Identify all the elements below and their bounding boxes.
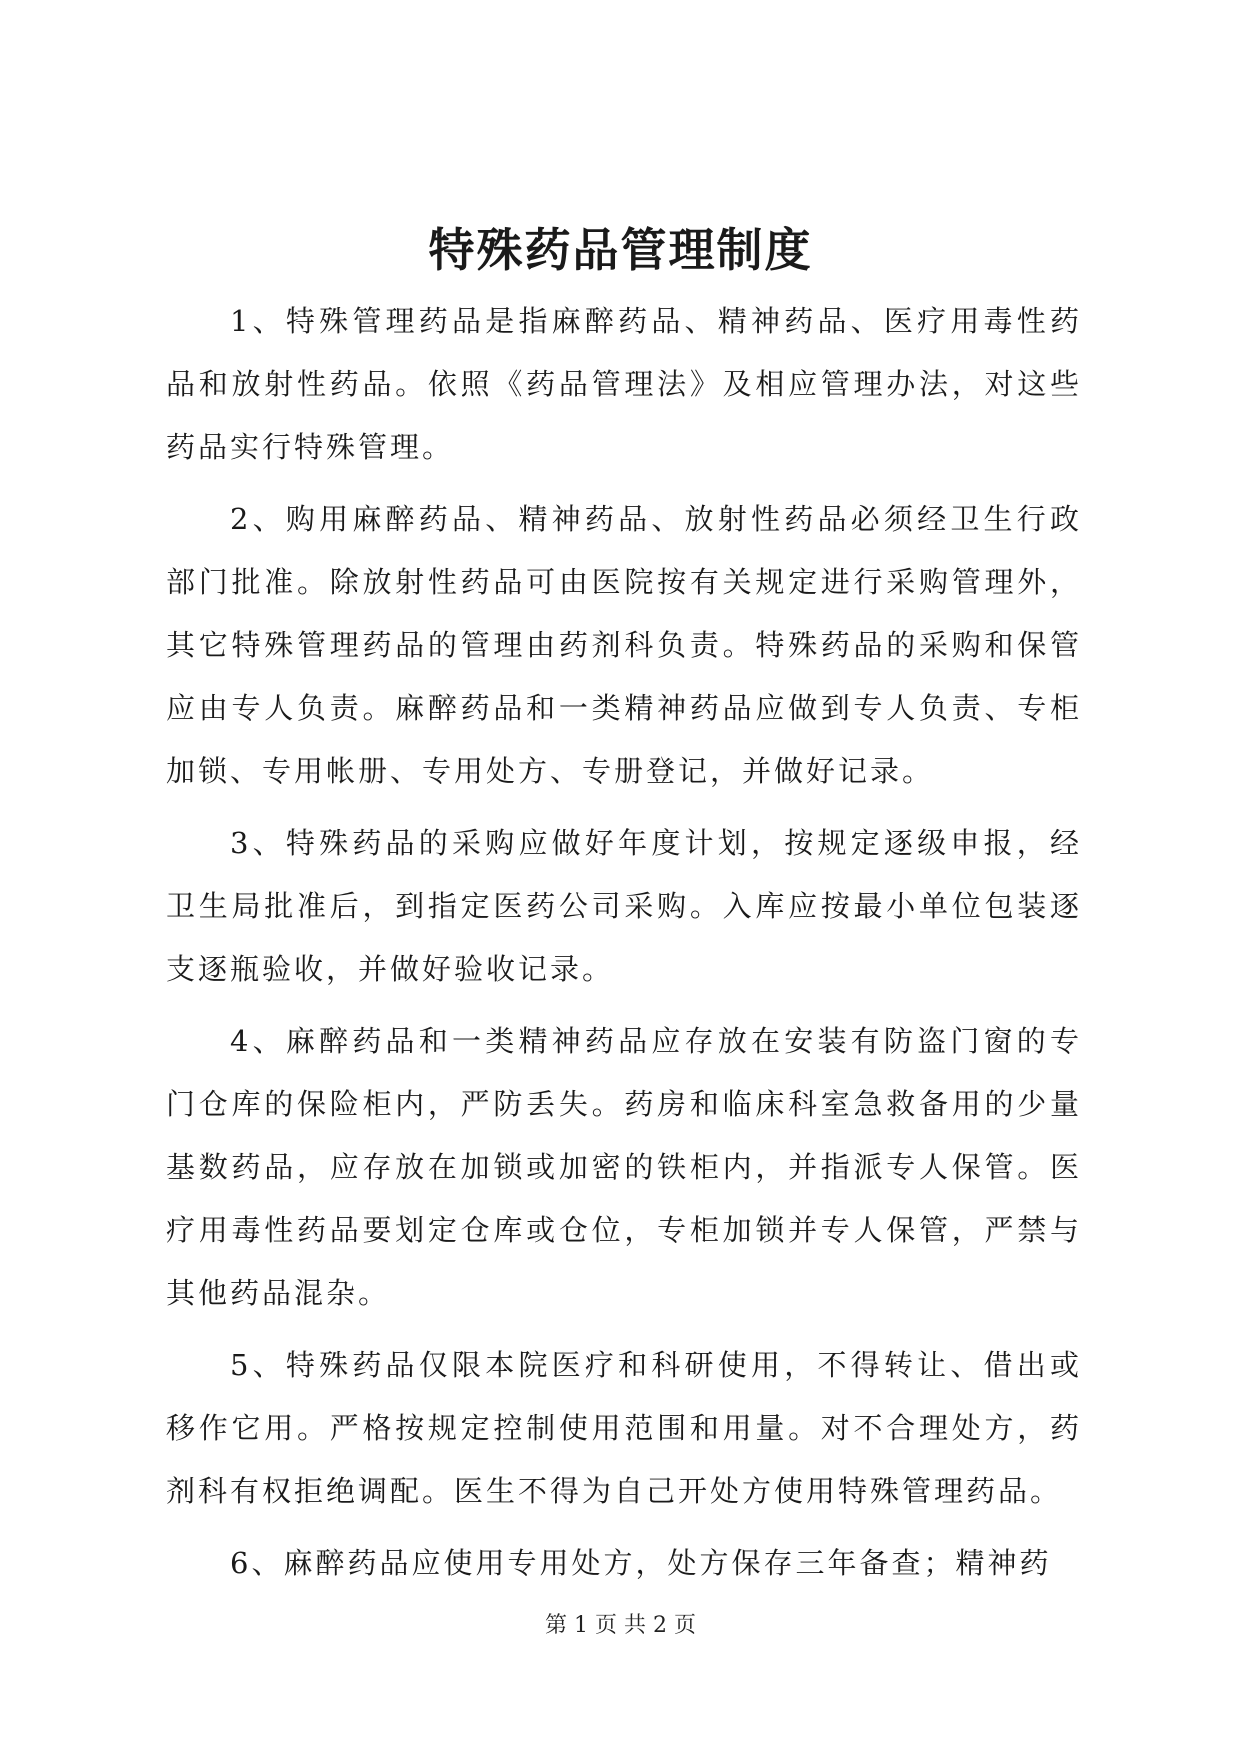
document-body — [166, 290, 1082, 1604]
paragraph-6: 6、麻醉药品应使用专用处方，处方保存三年备查；精神药 — [230, 1546, 1052, 1580]
paragraph-4: 4、麻醉药品和一类精神药品应存放在安装有防盗门窗的专门仓库的保险柜内，严防丢失。药房和临床科室急救备用的少量基数药品，应存放在加锁或加密的铁柜内，并指派专人保管。医疗用毒性药品要划定仓库或仓位，专柜加锁并专人保管，严禁与其他药品混杂。 — [166, 1024, 1082, 1310]
paragraph-1: 1、特殊管理药品是指麻醉药品、精神药品、医疗用毒性药品和放射性药品。依照《药品管理法》及相应管理办法，对这些药品实行特殊管理。 — [166, 304, 1082, 464]
document-title: 特殊药品管理制度 — [428, 223, 813, 277]
paragraph-2: 2、购用麻醉药品、精神药品、放射性药品必须经卫生行政部门批准。除放射性药品可由医院按有关规定进行采购管理外，其它特殊管理药品的管理由药剂科负责。特殊药品的采购和保管应由专人负责。麻醉药品和一类精神药品应做到专人负责、专柜加锁、专用帐册、专用处方、专册登记，并做好记录。 — [166, 502, 1082, 788]
paragraph-3: 3、特殊药品的采购应做好年度计划，按规定逐级申报，经卫生局批准后，到指定医药公司采购。入库应按最小单位包装逐支逐瓶验收，并做好验收记录。 — [166, 826, 1082, 986]
page-footer: 第 1 页 共 2 页 — [545, 1613, 696, 1638]
paragraph-5: 5、特殊药品仅限本院医疗和科研使用，不得转让、借出或移作它用。严格按规定控制使用范围和用量。对不合理处方，药剂科有权拒绝调配。医生不得为自己开处方使用特殊管理药品。 — [166, 1348, 1082, 1508]
